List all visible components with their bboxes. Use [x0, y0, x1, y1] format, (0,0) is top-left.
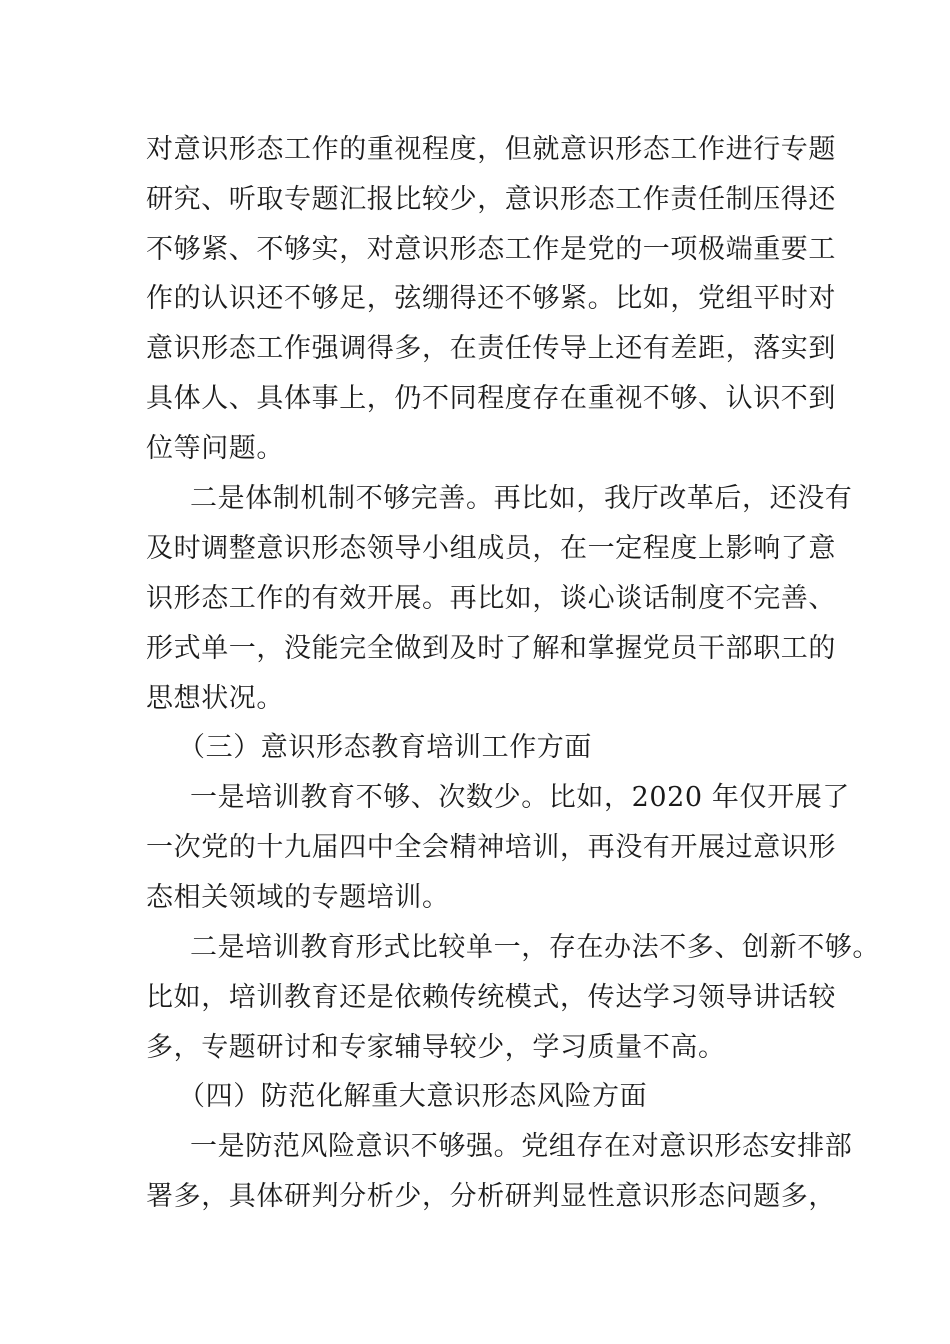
text-line: 不够紧、不够实，对意识形态工作是党的一项极端重要工 — [146, 234, 836, 265]
text-line: 多，专题研讨和专家辅导较少，学习质量不高。 — [146, 1032, 726, 1063]
text-line: 及时调整意识形态领导小组成员，在一定程度上影响了意 — [146, 533, 836, 564]
paragraph-start-line: 二是体制机制不够完善。再比如，我厅改革后，还没有 — [190, 483, 853, 514]
text-line: 意识形态工作强调得多，在责任传导上还有差距，落实到 — [146, 333, 836, 364]
text-line: 一次党的十九届四中全会精神培训，再没有开展过意识形 — [146, 832, 836, 863]
text-line: 思想状况。 — [146, 683, 284, 714]
text-line: 具体人、具体事上，仍不同程度存在重视不够、认识不到 — [146, 383, 836, 414]
text-line: 作的认识还不够足，弦绷得还不够紧。比如，党组平时对 — [146, 283, 836, 314]
text-line: 对意识形态工作的重视程度，但就意识形态工作进行专题 — [146, 134, 836, 165]
paragraph-start-line: 二是培训教育形式比较单一，存在办法不多、创新不够。 — [190, 932, 880, 963]
text-line: 署多，具体研判分析少，分析研判显性意识形态问题多， — [146, 1181, 836, 1212]
text-line: 识形态工作的有效开展。再比如，谈心谈话制度不完善、 — [146, 583, 836, 614]
section-heading-4: （四）防范化解重大意识形态风险方面 — [178, 1081, 648, 1112]
text-line: 比如，培训教育还是依赖传统模式，传达学习领导讲话较 — [146, 982, 836, 1013]
text-line: 形式单一，没能完全做到及时了解和掌握党员干部职工的 — [146, 633, 836, 664]
text-line: 位等问题。 — [146, 433, 284, 464]
section-heading-3: （三）意识形态教育培训工作方面 — [178, 732, 592, 763]
text-line: 态相关领域的专题培训。 — [146, 882, 450, 913]
text-line: 研究、听取专题汇报比较少，意识形态工作责任制压得还 — [146, 184, 836, 215]
paragraph-start-line: 一是培训教育不够、次数少。比如，2020 年仅开展了 — [190, 782, 850, 813]
paragraph-start-line: 一是防范风险意识不够强。党组存在对意识形态安排部 — [190, 1131, 853, 1162]
